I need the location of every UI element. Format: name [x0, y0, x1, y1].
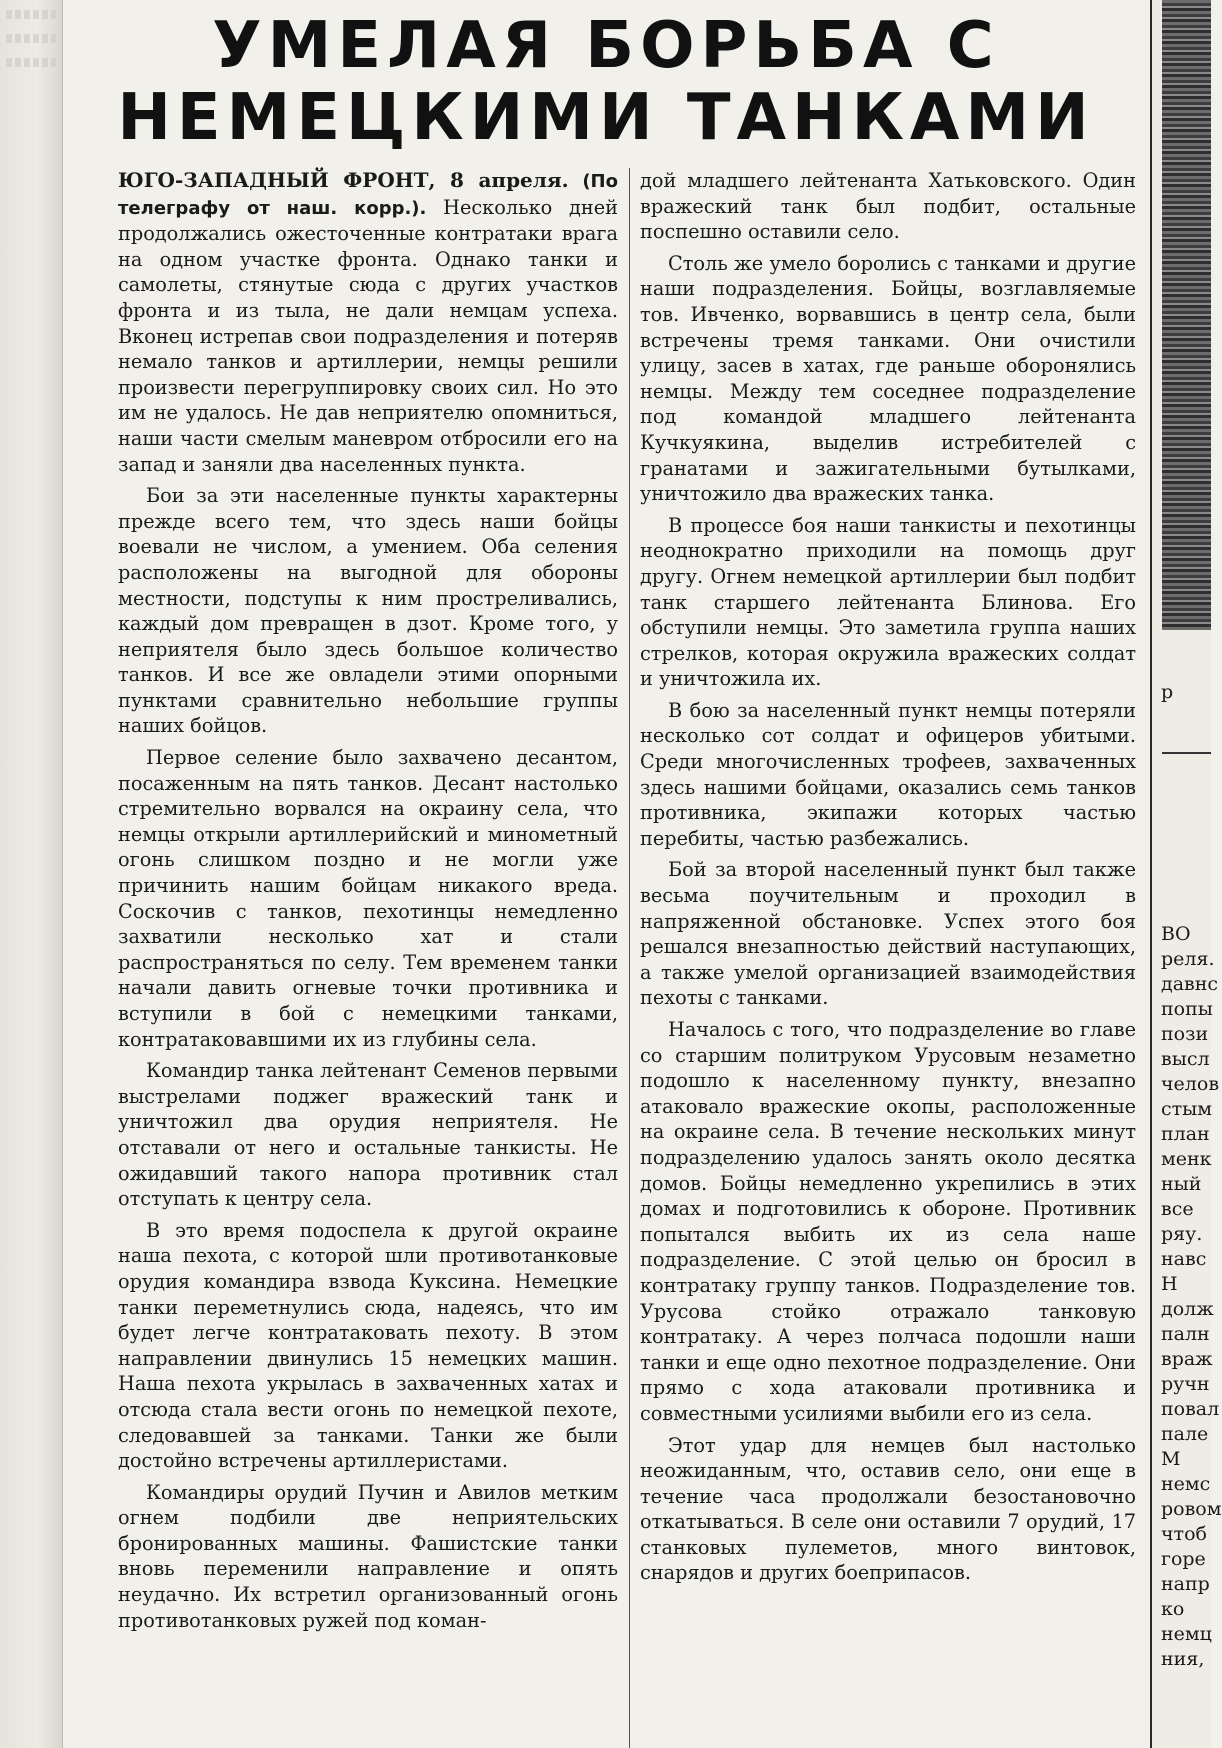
article-paragraph: В процессе боя наши танкисты и пехотинцы неоднократно приходили на помощь друг другу. Огнем немецкой артиллерии был подбит танк старшего лейтенанта Блинова. Его обступили немцы. Это заметила группа наших стрелков, которая окружила вражеских солдат и уничтожила их.: [640, 513, 1136, 691]
fragment-text: все: [1161, 1198, 1194, 1220]
fragment-text: попы: [1161, 998, 1213, 1020]
column-divider: [629, 168, 630, 1748]
article-paragraph: дой младшего лейтенанта Хатьковского. Один вражеский танк был подбит, остальные поспешно оставили село.: [640, 169, 1136, 244]
adjacent-article-strip: [1150, 0, 1222, 1748]
section-rule: [1162, 752, 1211, 754]
fragment-text: навс: [1161, 1248, 1207, 1270]
article-lead-paragraph: [118, 168, 618, 477]
fragment-text: пози: [1161, 1023, 1209, 1045]
fragment-text: ровом: [1161, 1498, 1222, 1520]
fragment-text: М: [1161, 1448, 1181, 1470]
article-paragraph: В бою за населенный пункт немцы потеряли несколько сот солдат и офицеров убитыми. Среди многочисленных трофеев, захваченных здесь нашими бойцами, оказались семь танков противника, экипажи которых частью перебиты, частью разбежались.: [640, 698, 1136, 850]
fragment-text: долж: [1161, 1298, 1214, 1320]
headline-line-2: НЕМЕЦКИМИ ТАНКАМИ: [117, 81, 1095, 155]
fragment-text: челов: [1161, 1073, 1220, 1095]
article-paragraph: Бой за второй населенный пункт был также весьма поучительным и проходил в напряженной обстановке. Успех этого боя решался внезапностью действий наступающих, а также умелой организацией взаимодействия пехоты с танками.: [640, 858, 1136, 1010]
fragment-text: Н: [1161, 1273, 1178, 1295]
fragment-text: выcл: [1161, 1048, 1210, 1070]
fragment-text: стым: [1161, 1098, 1213, 1120]
fragment-text: повал: [1161, 1398, 1220, 1420]
fragment-text: ВО: [1161, 923, 1191, 945]
fragment-text: менк: [1161, 1148, 1212, 1170]
fragment-text: враж: [1161, 1348, 1213, 1370]
fragment-text: палн: [1161, 1323, 1210, 1345]
photo-fragment: [1162, 0, 1211, 630]
dateline: ЮГО-ЗАПАДНЫЙ ФРОНТ, 8 апреля.: [118, 168, 569, 192]
fragment-text: напр: [1161, 1573, 1210, 1595]
fragment-text: ный: [1161, 1173, 1202, 1195]
fragment-text: р: [1161, 681, 1174, 703]
adjacent-page-left-margin: [0, 0, 63, 1748]
paragraph-text: Несколько дней продолжались ожесточенные контратаки врага на одном участке фронта. Однако танки и самолеты, стянутые сюда с других участков фронта и из тыла, не дали немцам успеха. Вконец истрепав свои подразделения и потеряв немало танков и артиллерии, немцы решили произвести перегруппировку своих сил. Но это им не удалось. Не дав неприятелю опомниться, наши части смелым маневром отбросили его на запад и заняли два населенных пункта.: [118, 195, 618, 476]
article-column-left: [118, 168, 618, 1748]
fragment-text: давнс: [1161, 973, 1219, 995]
fragment-text: ручн: [1161, 1373, 1210, 1395]
article-paragraph: В это время подоспела к другой окраине наша пехота, с которой шли противотанковые орудия командира взвода Куксина. Немецкие танки переметнулись сюда, надеясь, что им будет легче контратаковать пехоту. В этом направлении двинулись 15 немецких машин. Наша пехота укрылась в захваченных хатах и отсюда стала вести огонь по немецкой пехоте, следовавшей за танками. Танки же были достойно встречены артиллеристами.: [118, 1218, 618, 1473]
fragment-text: план: [1161, 1123, 1210, 1145]
article-paragraph: Бои за эти населенные пункты характерны прежде всего тем, что здесь наши бойцы воевали не числом, а умением. Оба селения расположены на выгодной для обороны местности, подступы к ним простреливались, каждый дом превращен в дзот. Кроме того, у неприятеля было здесь большое количество танков. И все же овладели этими опорными пунктами сравнительно небольшие группы наших бойцов.: [118, 484, 618, 738]
headline-line-1: УМЕЛАЯ БОРЬБА С: [212, 9, 1000, 83]
fragment-text: немс: [1161, 1473, 1211, 1495]
fragment-text: ния,: [1161, 1648, 1205, 1670]
article-paragraph: Командиры орудий Пучин и Авилов метким огнем подбили две неприятельских бронированных машины. Фашистские танки вновь переменили направление и опять неудачно. Их встретил организованный огонь противотанковых ружей под коман-: [118, 1480, 618, 1632]
fragment-text: пале: [1161, 1423, 1209, 1445]
fragment-text: чтоб: [1161, 1523, 1207, 1545]
article-paragraph: Командир танка лейтенант Семенов первыми выстрелами поджег вражеский танк и уничтожил два орудия неприятеля. Не отставали от него и остальные танкисты. Не ожидавший такого напора противник стал отступать к центру села.: [118, 1059, 618, 1211]
fragment-text: ко: [1161, 1598, 1185, 1620]
article-paragraph: Столь же умело боролись с танками и другие наши подразделения. Бойцы, возглавляемые тов. Ивченко, ворвавшись в центр села, были встречены тремя танками. Они очистили улицу, засев в хатах, где раньше оборонялись немцы. Между тем соседнее подразделение под командой младшего лейтенанта Кучкуякина, выделив истребителей с гранатами и зажигательными бутылками, уничтожило два вражеских танка.: [640, 251, 1136, 506]
fragment-text: ряу.: [1161, 1223, 1203, 1245]
article-paragraph: Этот удар для немцев был настолько неожиданным, что, оставив село, они еще в течение часа продолжали безостановочно откатываться. В селе они оставили 7 орудий, 17 станковых пулеметов, много винтовок, снарядов и других боеприпасов.: [640, 1433, 1136, 1585]
fragment-text: реля.: [1161, 948, 1215, 970]
article-paragraph: Первое селение было захвачено десантом, посаженным на пять танков. Десант настолько стремительно ворвался на окраину села, что немцы открыли артиллерийский и минометный огонь слишком поздно и не могли уже причинить нашим бойцам никакого вреда. Соскочив с танков, пехотинцы немедленно захватили несколько хат и стали распространяться по селу. Тем временем танки начали давить огневые точки противника и вступили в бой с немецкими танками, контратаковавшими их из глубины села.: [118, 746, 618, 1051]
byline: (По телеграфу от наш. корр.).: [118, 171, 618, 219]
article-column-right: [640, 168, 1136, 1748]
fragment-text: немц: [1161, 1623, 1212, 1645]
article-paragraph: Началось с того, что подразделение во главе со старшим политруком Урусовым незаметно подошло к населенному пункту, внезапно атаковало вражеские окопы, расположенные на окраине села. В течение нескольких минут подразделению удалось занять около десятка домов. Бойцы немедленно укрепились в этих домах и подготовились к обороне. Противник попытался выбить их из села наше подразделение. С этой целью он бросил в контратаку группу танков. Подразделение тов. Урусова стойко отражало танковую контратаку. А через полчаса подошли наши танки и еще одно пехотное подразделение. Они прямо с хода атаковали противника и совместными усилиями выбили его из села.: [640, 1018, 1136, 1425]
fragment-text: горе: [1161, 1548, 1206, 1570]
